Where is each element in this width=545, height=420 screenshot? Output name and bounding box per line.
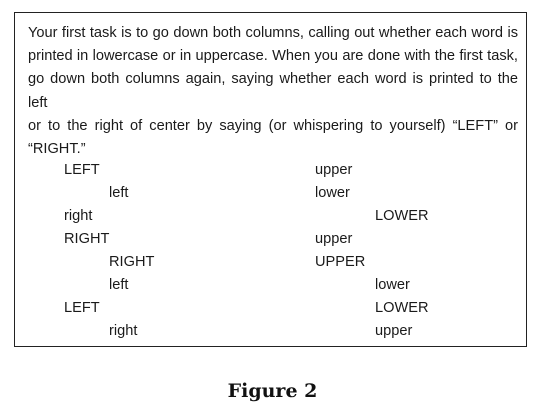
left-column-word: left <box>109 185 129 201</box>
right-column-word: LOWER <box>375 300 429 316</box>
left-column-word: LEFT <box>64 300 100 316</box>
figure-caption: Figure 2 <box>227 380 318 402</box>
left-column-word: right <box>109 323 138 339</box>
right-column-word: upper <box>315 162 353 178</box>
left-column-word: RIGHT <box>109 254 155 270</box>
instructions-line: go down both columns again, saying whether each word is printed to the left <box>28 71 518 111</box>
instructions-line: “RIGHT.” <box>28 141 86 158</box>
instructions-line: or to the right of center by saying (or whispering to yourself) “LEFT” or <box>28 117 518 134</box>
right-column-word: UPPER <box>315 254 366 270</box>
figure-box <box>14 12 527 347</box>
left-column-word: right <box>64 208 93 224</box>
right-column-word: LOWER <box>375 208 429 224</box>
right-column-word: upper <box>315 231 353 247</box>
left-column-word: left <box>109 277 129 293</box>
right-column-word: lower <box>375 277 410 293</box>
instructions-line: printed in lowercase or in uppercase. When you are done with the first task, <box>28 48 518 65</box>
left-column-word: RIGHT <box>64 231 110 247</box>
right-column-word: lower <box>315 185 350 201</box>
instructions-line: Your first task is to go down both columns, calling out whether each word is <box>28 25 518 41</box>
instructions-paragraph <box>28 22 518 161</box>
left-column-word: LEFT <box>64 162 100 178</box>
right-column-word: upper <box>375 323 413 339</box>
